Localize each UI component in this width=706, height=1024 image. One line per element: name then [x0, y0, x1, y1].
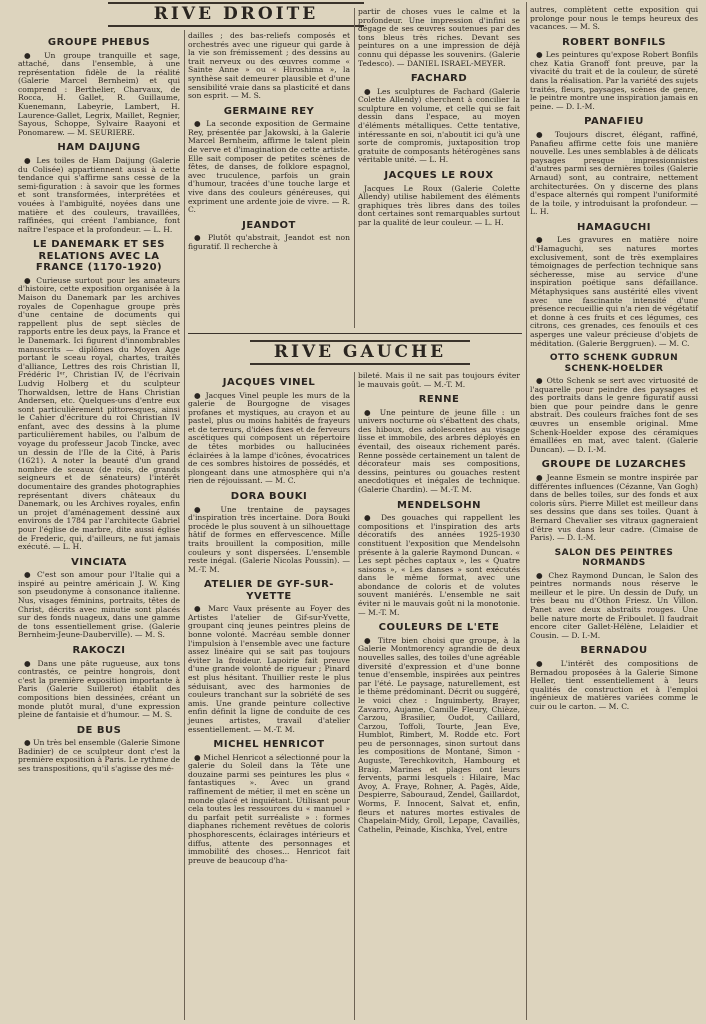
article-heading: OTTO SCHENK GUDRUN SCHENK-HOELDER	[549, 353, 679, 374]
article-text: ● Titre bien choisi que groupe, à la Galerie Montmorency agrandie de deux nouvelles salles, des toiles d'une agréable diversité d'expression et d'une bonne tenue d'ensemble, inspirées aux peintres par l'été. Le paysage, naturellement, est le thème prédominant. Décrit ou suggéré, le voici chez : Inguimberty, Brayer, Zavarro, Aujame, Camille Fleury, Chièze, Carzou, Brasilier, Oudot, Caillard, Carzou, Toffoli, Tourte, Jean Eve, Humblot, Rimbert, M. Rodde etc. Fort peu de personnages, sinon surtout dans les compositions de Montané, Simon - Auguste, Terechkovitch, Hambourg et Braig. Marines et plages ont leurs fervents, parmi lesquels : Hilaire, Mac Avoy, A. Fraye, Rohner, A. Pagès, Aïde, Despierre, Sabouraud, Zendel, Gaillardot, Worms, F. Innocent, Salvat et, enfin, fleurs et natures mortes estivales de Chapelain-Midy, Groll, Lepape, Cavaillès, Cathelin, Peinade, Kischka, Yvel, entre	[358, 635, 520, 834]
column-2-top	[188, 32, 350, 251]
article-heading: HAMAGUCHI	[576, 221, 652, 233]
article-heading: SALON DES PEINTRES NORMANDS	[554, 547, 674, 569]
article-text: ● Les peintures qu'expose Robert Bonfils chez Katia Granoff font preuve, par la vivacité du trait et de la couleur, de sûreté dans la réalisation. Par la variété des sujets traités, fleurs, paysages, scènes de genre, le peintre montre une inspiration jamais en peine. — D. I.-M.	[530, 50, 698, 111]
article-text: bileté. Mais il ne sait pas toujours éviter le mauvais goût. — M.-T. M.	[358, 371, 520, 389]
article-text: ● Dans une pâte rugueuse, aux tons contrastés, ce peintre hongrois, dont c'est la première exposition importante à Paris (Galerie Suillerot) établit des compositions bien dessinées, créant un monde plutôt mural, d'une expression pleine de fantaisie et d'humour. — M. S.	[18, 658, 180, 720]
article-text: ● Un très bel ensemble (Galerie Simone Badinier) de ce sculpteur dont c'est la première exposition à Paris. Le rythme de ses transpositions, qu'il s'agisse des mé-	[18, 738, 180, 773]
article-text: ● Curieuse surtout pour les amateurs d'histoire, cette exposition organisée à la Maison du Danemark par les archives royales de Copenhague groupe près d'une centaine de documents qui rappellent plus de sept siècles de rapports entre les deux pays, la France et le Danemark. Ici figurent d'innombrables manuscrits — diplômes du Moyen Age portant le sceau royal, chartes, traités d'alliance, Lettres des rois Christian II, Frédéric Iᵉʳ, Christian IV, de l'écrivain Ludvig Holberg et du sculpteur Thorwaldsen, lettre de Hans Christian Andersen, etc. Quelques-uns d'entre eux sont particulièrement pittoresques, ainsi le Cahier d'écriture du roi Christian IV enfant, avec des dessins à la plume particulièrement habiles, ou l'album de voyage du professeur Jacob Tincke, avec un dessin de l'Ile de la Cité, à Paris (1621). A noter la beauté d'un grand nombre de sceaux (de rois, de grands seigneurs et de sénateurs) l'intérêt documentaire des grandes photographies représentant divers châteaux du Danemark, ou les Archives royales, enfin un projet d'aménagement dessiné aux environs de 1784 par l'architecte Gabriel pour l'église de marbre, dite aussi église de Frederic, qui, d'ailleurs, ne fut jamais exécuté. — L. H.	[18, 275, 180, 552]
article-text: ● La seconde exposition de Germaine Rey, présentée par Jakowski, à la Galerie Marcel Bernheim, affirme le talent plein de verve et d'imagination de cette artiste. Elle sait composer de petites scènes de fêtes, de danses, de folklore espagnol, avec truculence, parfois un grain d'humour, tracées d'une touche large et vive dans des couleurs généreuses, qui expriment une ardente joie de vivre. — R. C.	[188, 119, 350, 215]
article-text: ● Plutôt qu'abstrait, Jeandot est non figuratif. Il recherche à	[188, 233, 350, 251]
article-heading: COULEURS DE L'ETE	[378, 622, 500, 634]
article-heading: MICHEL HENRICOT	[213, 739, 325, 751]
article-text: Jacques Le Roux (Galerie Colette Allendy) utilise habilement des éléments graphiques très libres dans des toiles dont certaines sont remarquables surtout par la qualité de leur couleur. — L. H.	[358, 183, 520, 227]
article-text: ● Marc Vaux présente au Foyer des Artistes l'atelier de Gif-sur-Yvette, groupant cinq jeunes peintres pleins de bonne volonté. Macréau semble donner l'impulsion à l'ensemble avec une facture assez linéaire qui se sait pas toujours éviter la froideur. Lapoirie fait preuve d'une grande volonté de rigueur ; Pinard est plus hésitant. Thuillier reste le plus séduisant, avec des harmonies de couleurs tranchant sur la sobriété de ses amis. Une grande peinture collective enfin définit la ligne de conduite de ces jeunes artistes, travail d'atelier essentiellement. — M.-T. M.	[188, 604, 350, 734]
article-heading: DORA BOUKI	[230, 491, 308, 503]
article-heading: MENDELSOHN	[396, 499, 482, 511]
article-text: dailles ; des bas-reliefs composés et orchestrés avec une rigueur qui garde à la vie son frémissement ; des dessins au trait nerveux ou des œuvres comme « Sainte Anne » ou « Hiroshima », la synthèse sait demeurer plausible et d'une sensibilité vraie dans sa plasticité et dans son esprit. — M. S.	[188, 31, 350, 101]
article-heading: VINCIATA	[71, 556, 127, 568]
article-text: ● Chez Raymond Duncan, le Salon des peintres normands nous réserve le meilleur et le pire. Un dessin de Dufy, un très beau nu d'Othon Friesz. Un Villon. Panet avec deux abstraits rouges. Une belle nature morte de Friboulet. Il faudrait encore citer Gallet-Hélène, Lelaidier et Cousin. — D. I.-M.	[530, 570, 698, 640]
rive-gauche-title: RIVE GAUCHE	[250, 340, 470, 365]
article-heading: DE BUS	[76, 724, 122, 736]
article-heading: ATELIER DE GYF-SUR-YVETTE	[204, 579, 334, 602]
article-text: ● Une peinture de jeune fille : un univers nocturne où s'ébattent des chats, des hiboux, des adolescentes au visage lisse et immobile, des arbres déployés en éventail, des oiseaux richement parés. Renne possède certainement un talent de décorateur mais ses compositions, dessins, peintures ou gouaches restent anecdotiques et inégales de technique. (Galerie Chardin). — M.-T. M.	[358, 407, 520, 495]
column-rule	[354, 372, 355, 1020]
article-heading: RAKOCZI	[72, 645, 126, 657]
article-heading: RENNE	[418, 394, 460, 406]
section-rule	[188, 333, 522, 334]
article-heading: PANAFIEU	[584, 116, 644, 128]
article-text: ● Toujours discret, élégant, raffiné, Panafieu affirme cette fois une manière nouvelle. Les unes semblables à de délicats paysages presque impressionnistes d'autres parmi ses dernières toiles (Galerie Arnaud) sont, au contraire, nettement architecturées. On y discerne des plans d'espace alternés qui rompent l'uniformité de la toile, y introduisant la profondeur. — L. H.	[530, 129, 698, 217]
article-text: ● Des gouaches qui rappellent les compositions et l'inspiration des arts décoratifs des années 1925-1930 constituent l'exposition que Mendelsohn présente à la galerie Raymond Duncan. « Les sept pêches captaux », les « Quatre saisons », « Les danses » sont exécutés dans le même format, avec une abondance de coloris et de volutes souvent maniérés. L'ensemble ne sait éviter ni le mauvais goût ni la monotonie. — M.-T. M.	[358, 513, 520, 617]
article-text: ● Les gravures en matière noire d'Hamaguchi, ses natures mortes exclusivement, sont de très exemplaires témoignages de perfection technique sans sécheresse, mise au service d'une inspiration poétique sans défaillance. Métaphysiques sans austérité elles vivent avec une fascinante intensité d'une présence recueillie qui n'a rien de végétatif et donne à ces fruits et ces légumes, ces citrons, ces grenades, ces fenouils et ces asperges une valeur précieuse d'objets de méditation. (Galerie Berggruen). — M. C.	[530, 235, 698, 348]
article-heading: FACHARD	[410, 73, 468, 85]
article-text: ● Michel Henricot a sélectionné pour la galerie du Soleil dans la Tête une douzaine parmi ses peintures les plus « fantastiques ». Avec un grand raffinement de métier, il met en scène un monde glacé et inquiétant. Utilisant pour cela toutes les ressources du « manuel » du parfait petit surréaliste » : formes diaphanes richement revêtues de coloris phosphorescents, éclairages intérieurs et diffus, attente des personnages et immobilité des choses... Henricot fait preuve de beaucoup d'ha-	[188, 752, 350, 865]
article-heading: GROUPE DE LUZARCHES	[541, 459, 687, 471]
column-3-bottom	[358, 372, 520, 834]
article-heading: JEANDOT	[242, 219, 296, 231]
article-text: ● C'est son amour pour l'Italie qui a inspiré au peintre américain J. W. King son pseudonyme à consonance italienne. Nus, visages féminins, portraits, têtes de Christ, décrits avec minutie sont placés sur des fonds nuageux, dans une gamme de tons essentiellement grise. (Galerie Bernheim-Jeune-Dauberville). — M. S.	[18, 570, 180, 640]
article-heading: GERMAINE REY	[223, 105, 315, 117]
column-rule	[526, 2, 527, 1020]
article-heading: ROBERT BONFILS	[562, 36, 666, 48]
rive-droite-title: RIVE DROITE	[108, 2, 364, 27]
article-text: ● Un groupe tranquille et sage, attaché, dans l'ensemble, à une représentation fidèle de la réalité (Galerie Marcel Bernheim) et qui comprend : Berthelier, Charvaux, de Rocca, H. Gallet, R. Guillaume, Kuenemann, Labeyrie, Lambert, H. Laurence-Gallet, Legrix, Maillet, Regnier, Sayous, Schoppe, Sylvaire Raayoni et Ponomarew. — M. SEURIERE.	[18, 50, 180, 137]
article-heading: GROUPE PHEBUS	[47, 37, 151, 48]
article-heading: HAM DAIJUNG	[57, 142, 141, 154]
article-text: ● Les toiles de Ham Daijung (Galerie du Colisée) appartiennent aussi à cette tendance qui s'affirme sans cesse de la semi-figuration : à savoir que les formes et sont transformées, interprétées et vouées à l'ambiguïté, noyées dans une matière et des couleurs, travaillées, raffinées, qui créent l'ambiance, font naître l'espace et la profondeur. — L. H.	[18, 155, 180, 234]
article-text: ● Jacques Vinel peuple les murs de la galerie de Bourgogne de visages profanes et mystiques, au crayon et au pastel, plus ou moins habités de frayeurs et de terreurs, d'idées fixes et de ferveurs ascétiques qui composent un répertoire de têtes morbides ou hallucinées éclairées à la lampe d'icônes, évocatrices de ces sombres histoires de possédés, et plongeant dans une atmosphère qui n'a rien de réjouissant. — M. C.	[188, 390, 350, 486]
column-3-top	[358, 8, 520, 227]
article-text: ● L'intérêt des compositions de Bernadou proposées à la Galerie Simone Heller, tient essentiellement à leurs qualités de construction et à l'emploi ingénieux de matières variées comme le cuir ou le carton. — M. C.	[530, 658, 698, 711]
article-text: ● Les sculptures de Fachard (Galerie Colette Allendy) cherchent à concilier la sculpture en volume, et celle qui se fait dessin dans l'espace, au moyen d'éléments métalliques. Cette tentative, intéressante en soi, n'aboutit ici qu'à une sorte de compromis, juxtaposition trop gratuite de composants hétérogènes sans véritable unité. — L. H.	[358, 86, 520, 165]
article-text: partir de choses vues le calme et la profondeur. Une impression d'infini se dégage de ses œuvres soutenues par des tons bleus très riches. Devant ses peintures on a une impression de déjà connu qui dépasse les souvenirs. (Galerie Tedesco). — DANIEL ISRAEL-MEYER.	[358, 7, 520, 68]
article-heading: LE DANEMARK ET SES RELATIONS AVEC LA FRANCE (1170-1920)	[33, 239, 165, 274]
article-text: autres, complètent cette exposition qui prolonge pour nous le temps heureux des vacances. — M. S.	[530, 5, 698, 32]
article-heading: JACQUES VINEL	[222, 377, 316, 388]
article-heading: JACQUES LE ROUX	[384, 170, 494, 181]
column-2-bottom	[188, 372, 350, 865]
column-1	[18, 32, 180, 774]
column-rule	[184, 30, 185, 1020]
article-heading: BERNADOU	[580, 645, 648, 657]
column-4	[530, 6, 698, 712]
article-text: ● Jeanne Esmein se montre inspirée par différentes influences (Cézanne, Van Gogh) dans de belles toiles, sur des fonds et aux coloris sûrs. Pierre Millet est meilleur dans ses dessins que dans ses toiles. Quant à Bernard Chevalier ses vitraux gagneraient d'être vus dans leur cadre. (Cimaise de Paris). — D. I.-M.	[530, 472, 698, 543]
article-text: ● Une trentaine de paysages d'inspiration très incertaine. Dora Bouki procède le plus souvent à un silhouettage hâtif de formes en effervescence. Mille traits brouillent la composition, mille couleurs y sont dispersées. L'ensemble reste inégal. (Galerie Nicolas Poussin). — M.-T. M.	[188, 504, 350, 574]
column-rule	[354, 8, 355, 328]
article-text: ● Otto Schenk se sert avec virtuosité de l'aquarelle pour peindre des paysages et des portraits dans le genre figuratif aussi bien que pour peindre dans le genre abstrait. Des couleurs fraîches font de ses œuvres un ensemble original. Mme Schenk-Hoelder expose des céramiques émaillées en mat, avec talent. (Galerie Duncan). — D. I.-M.	[530, 376, 698, 454]
